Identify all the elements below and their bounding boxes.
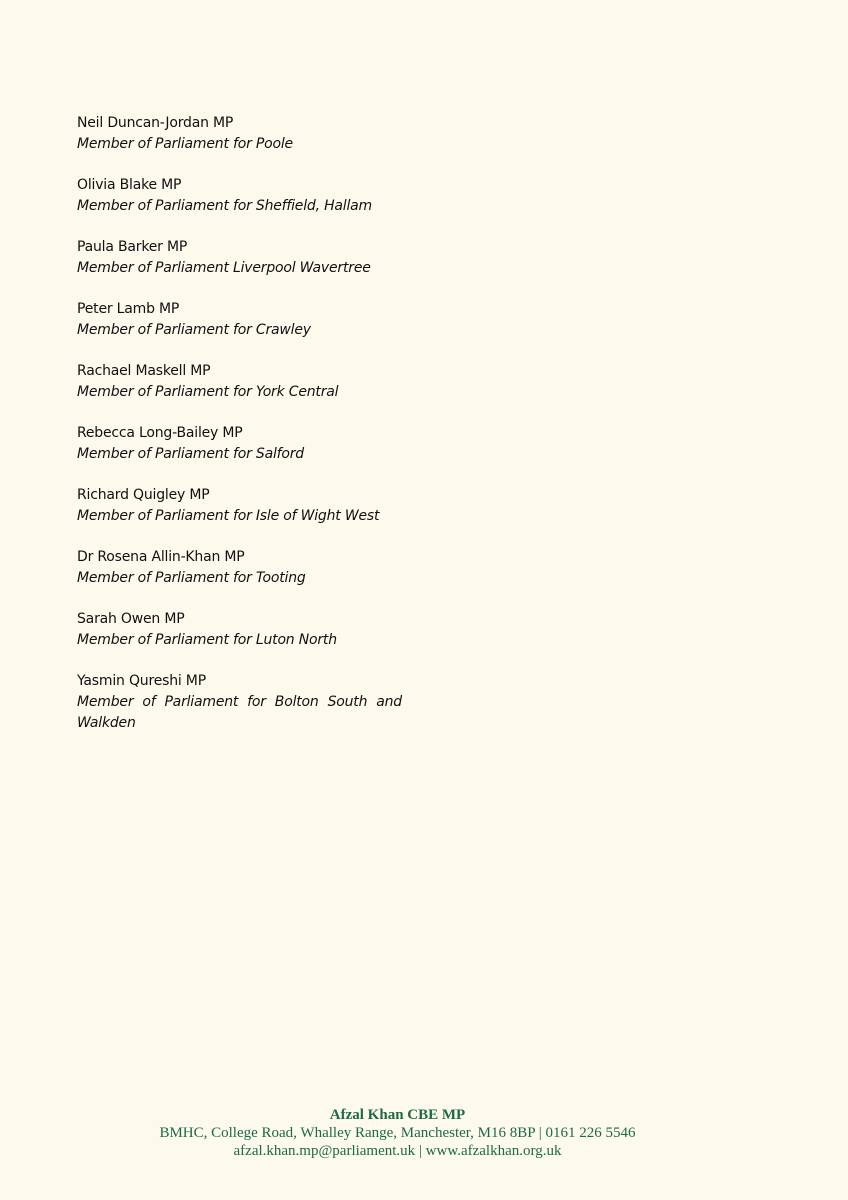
signatory-entry — [77, 113, 402, 155]
signatory-role: Member of Parliament for Poole — [77, 136, 293, 152]
signatory-role: Member of Parliament for Sheffield, Hallam — [77, 198, 372, 214]
letterhead-footer — [0, 1106, 795, 1160]
signatory-role: Member of Parliament for York Central — [77, 384, 339, 400]
signatory-entry — [77, 485, 402, 527]
signatory-entry — [77, 237, 402, 279]
signatory-entry — [77, 299, 402, 341]
signatory-name: Dr Rosena Allin-Khan MP — [77, 549, 245, 565]
signatory-entry — [77, 175, 402, 217]
signatory-name: Neil Duncan-Jordan MP — [77, 115, 234, 131]
footer-mp-name: Afzal Khan CBE MP — [329, 1107, 466, 1123]
signatory-entry — [77, 671, 402, 734]
signatory-role: Member of Parliament for Crawley — [77, 322, 311, 338]
signatory-name: Yasmin Qureshi MP — [77, 673, 206, 689]
signatory-name: Olivia Blake MP — [77, 177, 182, 193]
footer-contact: afzal.khan.mp@parliament.uk | www.afzalkhan.org.uk — [233, 1143, 562, 1159]
signatory-role: Member of Parliament for Bolton South and Walkden — [77, 694, 402, 731]
signatory-name: Richard Quigley MP — [77, 487, 210, 503]
signatory-role: Member of Parliament for Luton North — [77, 632, 337, 648]
signatory-role: Member of Parliament Liverpool Wavertree — [77, 260, 371, 276]
signatory-entry — [77, 547, 402, 589]
signatory-name: Peter Lamb MP — [77, 301, 180, 317]
signatory-entry — [77, 361, 402, 403]
signatory-name: Rebecca Long-Bailey MP — [77, 425, 243, 441]
signatory-role: Member of Parliament for Isle of Wight West — [77, 508, 380, 524]
signatory-list — [77, 113, 402, 754]
signatory-entry — [77, 609, 402, 651]
signatory-entry — [77, 423, 402, 465]
signatory-name: Rachael Maskell MP — [77, 363, 211, 379]
signatory-name: Paula Barker MP — [77, 239, 188, 255]
signatory-role: Member of Parliament for Tooting — [77, 570, 306, 586]
footer-address: BMHC, College Road, Whalley Range, Manchester, M16 8BP | 0161 226 5546 — [159, 1125, 636, 1141]
signatory-name: Sarah Owen MP — [77, 611, 185, 627]
signatory-role: Member of Parliament for Salford — [77, 446, 304, 462]
